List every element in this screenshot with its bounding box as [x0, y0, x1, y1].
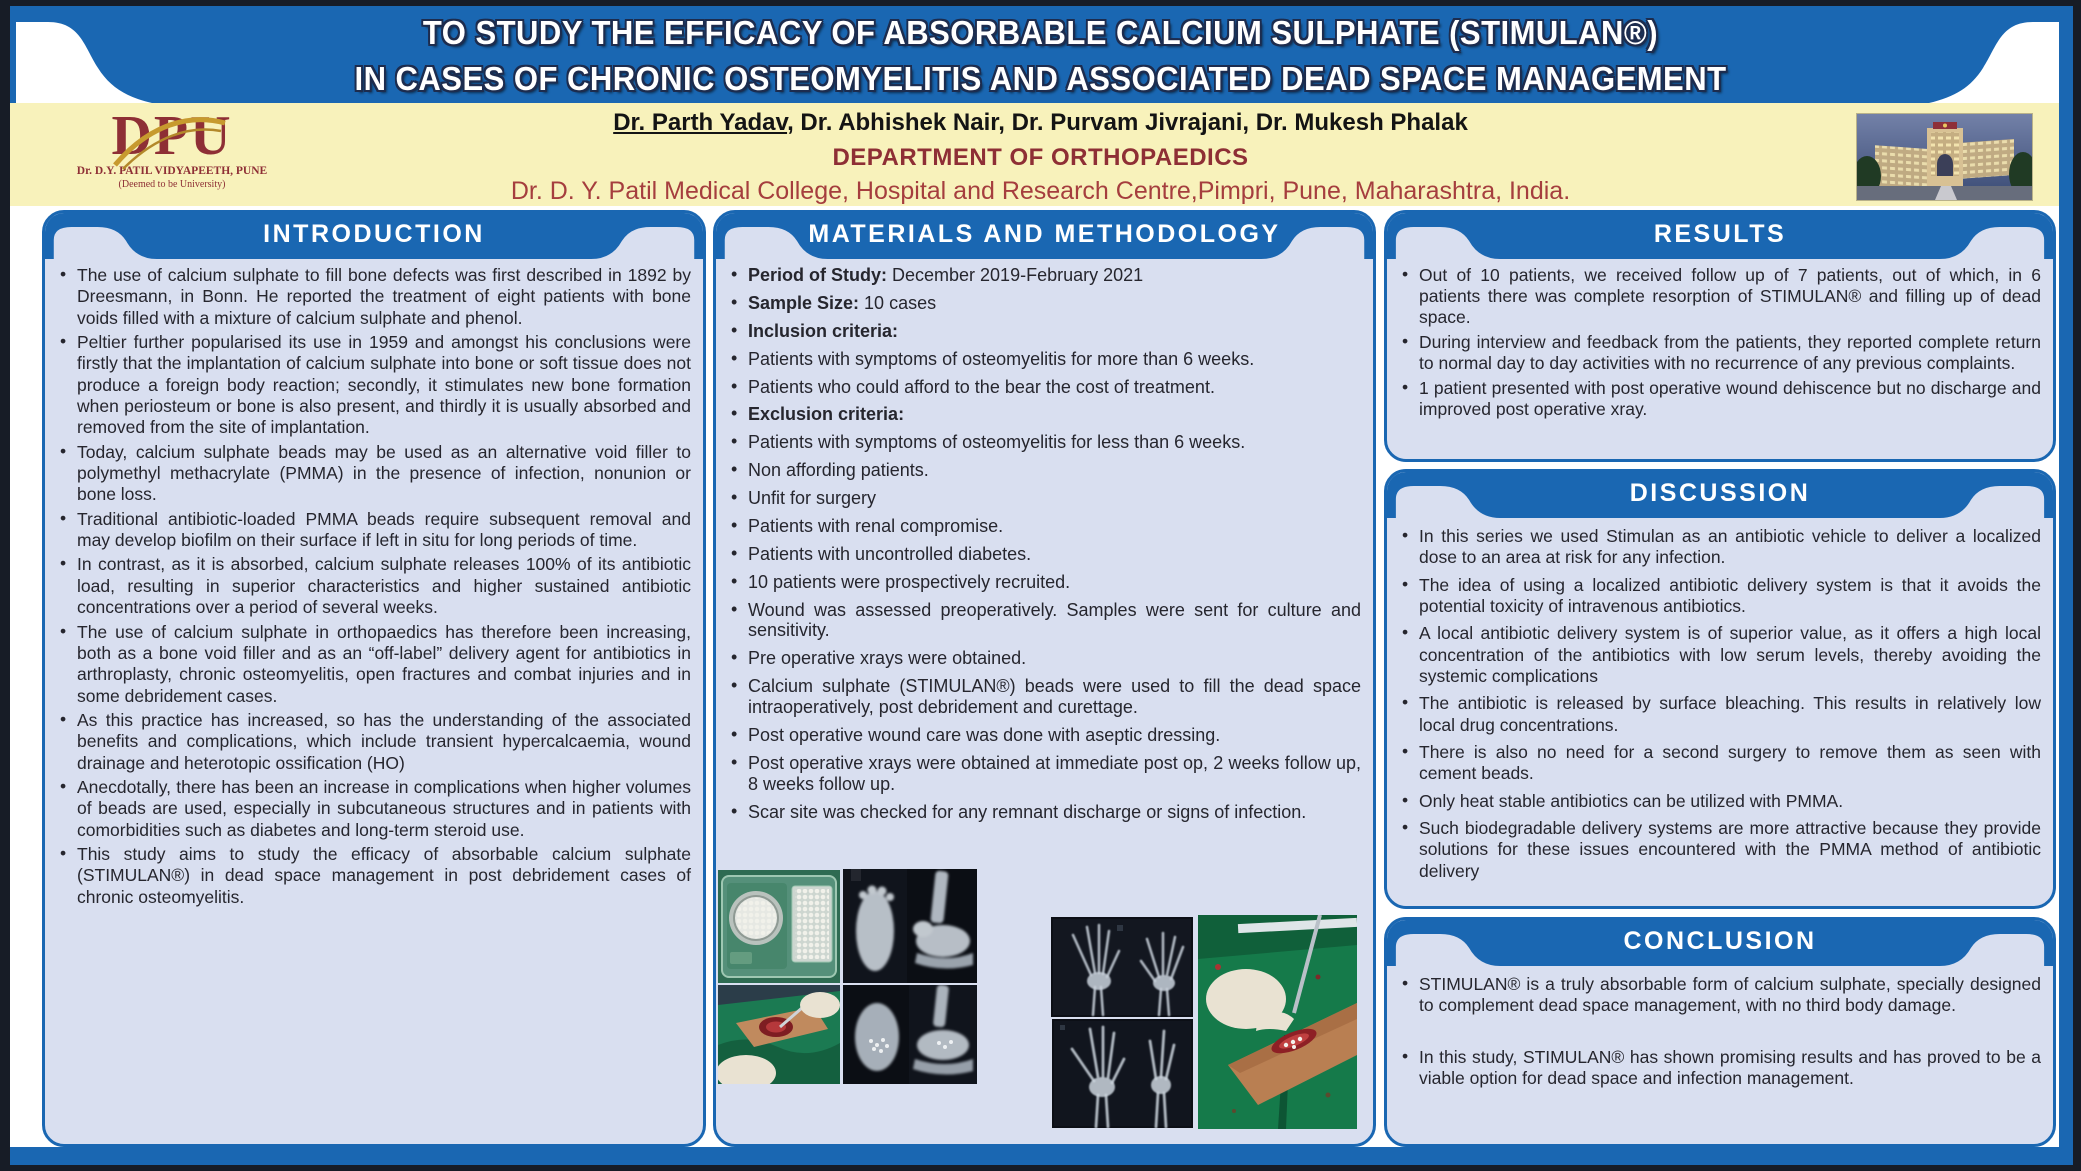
title-band — [10, 6, 2071, 103]
stimulan-beads-tray-photo — [718, 870, 840, 983]
introduction-bullet: • This study aims to study the efficacy of absorbable calcium sulphate (STIMULAN®) in dead space management in post debridement cases of chronic osteomyelitis. — [53, 844, 691, 908]
methods-bullet: • Post operative xrays were obtained at immediate post op, 2 weeks follow up, 8 weeks follow up. — [724, 753, 1361, 795]
footer-band — [10, 1147, 2071, 1165]
intraoperative-debridement-photo — [718, 985, 840, 1084]
discussion-bullet: • The idea of using a localized antibiotic delivery system is that it avoids the potential toxicity of intravenous antibiotics. — [1395, 575, 2041, 618]
discussion-bullet: • Only heat stable antibiotics can be utilized with PMMA. — [1395, 791, 2041, 812]
methods-bullet: • Patients who could afford to the bear the cost of treatment. — [724, 377, 1361, 398]
discussion-bullet: • The antibiotic is released by surface bleaching. This results in relatively low local drug concentrations. — [1395, 693, 2041, 736]
methods-bullet: • Exclusion criteria: — [724, 404, 1361, 425]
panel-results — [1384, 210, 2056, 462]
introduction-bullet: • Anecdotally, there has been an increase in complications when higher volumes of beads are used, especially in subcutaneous structures and in patients with comorbidities such as diabetes and long-term steroid use. — [53, 777, 691, 841]
introduction-bullet: • Traditional antibiotic-loaded PMMA beads require subsequent removal and may develop biofilm on their surface if left in situ for long periods of time. — [53, 509, 691, 552]
conclusion-header — [1387, 920, 2053, 966]
discussion-list — [1387, 526, 2053, 888]
authors-rest: , Dr. Abhishek Nair, Dr. Purvam Jivrajani, Dr. Mukesh Phalak — [787, 109, 1468, 136]
hand-wrist-xray-view-1 — [1051, 917, 1193, 1017]
introduction-list — [45, 265, 703, 911]
introduction-bullet: • The use of calcium sulphate to fill bone defects was first described in 1892 by Dreesmann, in Bonn. He reported the treatment of eight patients with bone voids filled with a mixture of calcium sulphate and phenol. — [53, 265, 691, 329]
poster-body — [10, 206, 2071, 1154]
poster-title-line1: TO STUDY THE EFFICACY OF ABSORBABLE CALCIUM SULPHATE (STIMULAN®) — [422, 14, 1659, 51]
introduction-bullet: • As this practice has increased, so has the understanding of the associated benefits and complications, which include transient hypercalcaemia, wound drainage and heterotopic ossification (HO) — [53, 710, 691, 774]
poster-inner — [10, 6, 2071, 1165]
methods-bullet: • Patients with symptoms of osteomyelitis for more than 6 weeks. — [724, 349, 1361, 370]
affiliation-block — [340, 109, 1741, 206]
results-bullet: • Out of 10 patients, we received follow up of 7 patients, out of which, in 6 patients there was complete resorption of STIMULAN® and filling up of dead space. — [1395, 265, 2041, 328]
methods-bullet: • Wound was assessed preoperatively. Samples were sent for culture and sensitivity. — [724, 600, 1361, 642]
methods-bullet: • Patients with uncontrolled diabetes. — [724, 544, 1361, 565]
conclusion-bullet: • STIMULAN® is a truly absorbable form of calcium sulphate, specially designed to complement dead space management, with no third body damage. — [1395, 974, 2041, 1017]
methods-bullet: • Patients with symptoms of osteomyelitis for less than 6 weeks. — [724, 432, 1361, 453]
methods-bullet: • Period of Study: December 2019-February 2021 — [724, 265, 1361, 286]
dpu-logo-acronym: DPU — [111, 105, 233, 167]
discussion-header — [1387, 472, 2053, 518]
methods-bullet: • Calcium sulphate (STIMULAN®) beads were used to fill the dead space intraoperatively, post debridement and curettage. — [724, 676, 1361, 718]
dpu-logo — [52, 107, 292, 202]
panel-methods — [713, 210, 1376, 1147]
methods-bullet: • Scar site was checked for any remnant discharge or signs of infection. — [724, 802, 1361, 823]
results-header — [1387, 213, 2053, 259]
introduction-bullet: • In contrast, as it is absorbed, calcium sulphate releases 100% of its antibiotic load, resulting in superior characteristics and higher sustained antibiotic concentrations over a period of several weeks. — [53, 554, 691, 618]
authors-line — [340, 109, 1741, 137]
results-bullet: • 1 patient presented with post operative wound dehiscence but no discharge and improved post operative xray. — [1395, 378, 2041, 420]
foot-ankle-xray-preop — [843, 869, 977, 983]
methods-list — [716, 265, 1373, 829]
introduction-bullet: • The use of calcium sulphate in orthopaedics has therefore been increasing, both as a bone void filler and as an “off-label” delivery agent for antibiotics in arthroplasty, chronic osteomyelitis, open fractures and combat injuries and in some debridement cases. — [53, 622, 691, 707]
methods-bullet: • Unfit for surgery — [724, 488, 1361, 509]
methods-bullet: • Inclusion criteria: — [724, 321, 1361, 342]
hospital-building-illustration — [1857, 114, 2032, 200]
methods-bullet: • Sample Size: 10 cases — [724, 293, 1361, 314]
conclusion-list — [1387, 974, 2053, 1119]
results-bullet: • During interview and feedback from the patients, they reported complete return to normal day to day activities with no recurrence of any previous complaints. — [1395, 332, 2041, 374]
intraoperative-bead-insertion-photo — [1198, 915, 1357, 1129]
right-accent-strip — [2059, 6, 2073, 1165]
hospital-building-photo — [1857, 114, 2032, 200]
discussion-bullet: • In this series we used Stimulan as an antibiotic vehicle to deliver a localized dose to an area at risk for any infection. — [1395, 526, 2041, 569]
discussion-title: DISCUSSION — [1629, 479, 1811, 507]
discussion-bullet: • A local antibiotic delivery system is of superior value, as it offers a high local concentration of the antibiotics with low serum levels, thereby avoiding the systemic complications — [1395, 623, 2041, 687]
discussion-bullet: • Such biodegradable delivery systems are more attractive because they provide solutions for these issues encountered with the PMMA method of antibiotic delivery — [1395, 818, 2041, 882]
introduction-bullet: • Today, calcium sulphate beads may be used as an alternative void filler to polymethyl methacrylate (PMMA) in the presence of infection, nonunion or bone loss. — [53, 442, 691, 506]
dpu-logo-name: Dr. D.Y. PATIL VIDYAPEETH, PUNE — [76, 165, 268, 177]
conclusion-title: CONCLUSION — [1623, 927, 1817, 955]
hand-wrist-xray-view-2 — [1052, 1019, 1193, 1128]
foot-ankle-xray-postop-with-beads — [843, 985, 977, 1084]
results-list — [1387, 265, 2053, 424]
methods-title: MATERIALS AND METHODOLOGY — [808, 220, 1281, 248]
author-band — [10, 103, 2071, 206]
methods-header — [716, 213, 1373, 259]
panel-introduction — [42, 210, 706, 1147]
panel-conclusion — [1384, 917, 2056, 1147]
methods-bullet: • Non affording patients. — [724, 460, 1361, 481]
introduction-bullet: • Peltier further popularised its use in 1959 and amongst his conclusions were firstly that the implantation of calcium sulphate into bone or soft tissue does not produce a foreign body reaction; secondly, it stimulates new bone formation when periosteum or bone is also present, and thirdly it is usually absorbed and removed from the site of implantation. — [53, 332, 691, 439]
introduction-header — [45, 213, 703, 259]
author-first: Dr. Parth Yadav — [613, 109, 788, 136]
results-title: RESULTS — [1653, 220, 1787, 248]
introduction-title: INTRODUCTION — [263, 220, 485, 248]
discussion-bullet: • There is also no need for a second surgery to remove them as seen with cement beads. — [1395, 742, 2041, 785]
conclusion-bullet: • In this study, STIMULAN® has shown promising results and has proved to be a viable option for dead space and infection management. — [1395, 1047, 2041, 1090]
dpu-logo-subtitle: (Deemed to be University) — [118, 179, 226, 190]
methods-bullet: • Post operative wound care was done with aseptic dressing. — [724, 725, 1361, 746]
panel-discussion — [1384, 469, 2056, 909]
poster-title-line2: IN CASES OF CHRONIC OSTEOMYELITIS AND ASSOCIATED DEAD SPACE MANAGEMENT — [354, 60, 1727, 97]
department-line: DEPARTMENT OF ORTHOPAEDICS — [832, 144, 1249, 171]
institution-line: Dr. D. Y. Patil Medical College, Hospital and Research Centre,Pimpri, Pune, Maharashtra, India. — [510, 177, 1571, 205]
methods-bullet: • Pre operative xrays were obtained. — [724, 648, 1361, 669]
methods-bullet: • Patients with renal compromise. — [724, 516, 1361, 537]
methods-bullet: • 10 patients were prospectively recruited. — [724, 572, 1361, 593]
